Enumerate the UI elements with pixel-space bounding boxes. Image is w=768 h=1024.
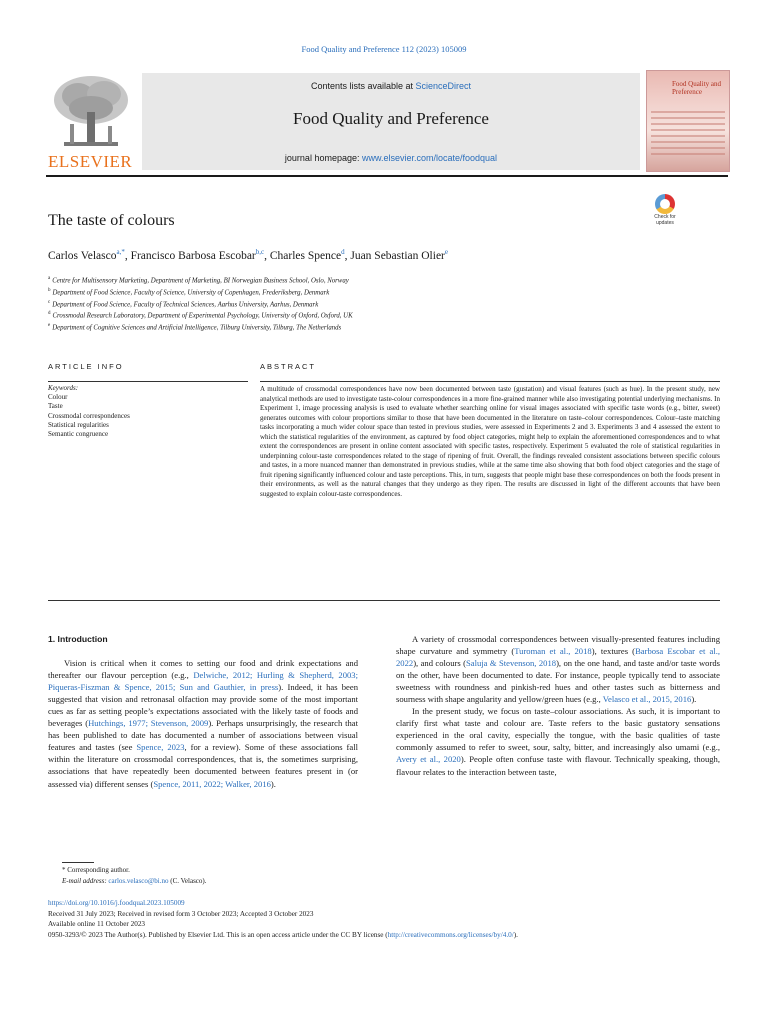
citation-link[interactable]: Spence, 2011, 2022; Walker, 2016 <box>153 778 271 789</box>
affiliation-item <box>48 309 353 321</box>
keyword: Semantic congruence <box>48 430 109 439</box>
citation-link[interactable]: Barbosa Escobar et al., 2022 <box>396 646 721 669</box>
author-affiliation-marker[interactable]: e <box>444 248 448 256</box>
citation-link[interactable]: Hutchings, 1977; Stevenson, 2009 <box>88 718 209 729</box>
article-info-divider <box>48 381 248 382</box>
banner-divider <box>46 175 728 177</box>
citation-link[interactable]: Saluja & Stevenson, 2018 <box>466 658 557 669</box>
paragraph-text: ). People often confuse taste with flavour. Technically speaking, though, flavour relates to the interaction between taste, <box>396 754 721 777</box>
elsevier-tree-icon <box>50 74 132 150</box>
article-metadata <box>48 898 728 940</box>
citation-link[interactable]: Avery et al., 2020 <box>396 754 461 765</box>
publisher-name: ELSEVIER <box>48 152 133 171</box>
paragraph-text: Vision is critical when it comes to setting our food and drink expectations and thereafter our flavour perception (e.g., <box>48 658 358 681</box>
affiliation-marker: d <box>48 311 51 317</box>
affiliations <box>48 274 353 333</box>
intro-paragraph-1 <box>48 657 358 790</box>
abstract-bottom-divider <box>48 600 720 601</box>
affiliation-text: Centre for Multisensory Marketing, Department of Marketing, BI Norwegian Business School, Oslo, Norway <box>52 277 349 285</box>
journal-header-box <box>142 73 640 170</box>
license-line <box>48 930 728 941</box>
author-affiliation-marker[interactable]: d <box>341 248 345 256</box>
citation-link[interactable]: Spence, 2023 <box>136 742 185 753</box>
intro-paragraph-2 <box>396 633 720 705</box>
keyword: Taste <box>48 402 63 411</box>
paragraph-text: A variety of crossmodal correspondences between visually-presented features including shape curvature and symmetry ( <box>396 634 720 657</box>
article-info-heading: ARTICLE INFO <box>48 362 124 371</box>
affiliation-text: Department of Food Science, Faculty of Science, University of Copenhagen, Frederiksberg, Denmark <box>52 289 330 297</box>
citation-link[interactable]: Turoman et al., 2018 <box>514 646 592 657</box>
paragraph-text: ), and colours ( <box>413 658 466 669</box>
intro-paragraph-3 <box>396 705 720 777</box>
author-affiliation-marker[interactable]: b,c <box>255 248 265 256</box>
affiliation-item <box>48 286 353 298</box>
license-text: 0950-3293/© 2023 The Author(s). Published by Elsevier Ltd. This is an open access article under the CC BY license ( <box>48 930 388 939</box>
keyword: Crossmodal correspondences <box>48 411 130 420</box>
journal-citation[interactable]: Food Quality and Preference 112 (2023) 105009 <box>301 44 467 54</box>
affiliation-item <box>48 274 353 286</box>
license-link[interactable]: http://creativecommons.org/licenses/by/4.0/ <box>387 930 514 939</box>
email-label: E-mail address: <box>62 877 107 885</box>
journal-banner <box>46 70 728 170</box>
author-list: Carlos Velasco$^{a,*}$, Francisco Barbosa Escobar$^{b,c}$, Charles Spence$^d$, Juan Sebastian Olier$^e$ <box>48 248 448 262</box>
corresponding-author-label: Corresponding author. <box>67 866 130 874</box>
abstract-heading: ABSTRACT <box>260 362 317 371</box>
email-suffix: (C. Velasco). <box>168 877 207 885</box>
homepage-prefix: journal homepage: <box>284 153 362 163</box>
paragraph-text: ), textures ( <box>591 646 636 657</box>
affiliation-item <box>48 321 353 333</box>
keywords-label: Keywords: <box>48 384 79 392</box>
affiliation-text: Department of Cognitive Sciences and Artificial Intelligence, Tilburg University, Tilburg, The Netherlands <box>52 324 342 332</box>
affiliation-marker: e <box>48 323 51 329</box>
affiliation-marker: c <box>48 299 51 305</box>
journal-title: Food Quality and Preference <box>293 109 489 128</box>
corresponding-author-note <box>62 866 130 875</box>
paragraph-text: ). Perhaps unsurprisingly, the research that has been published to date has documented a number of associations between visual features and tastes (see <box>48 718 358 753</box>
paragraph-text: In the present study, we focus on taste–colour associations. As such, it is important to clarify first what taste and colour are. Taste refers to the basic gustatory sensations experienced in the oral cavity, especially the tongue, with the basic qualities of taste commonly assumed to refer to sweet, sour, salty, bitter, and increasingly also umami (e.g., <box>396 706 720 753</box>
keywords-list <box>48 384 248 439</box>
paragraph-text: ). <box>270 778 276 789</box>
author-name[interactable]: Juan Sebastian Olier <box>350 249 445 262</box>
author-email-link[interactable]: carlos.velasco@bi.no <box>108 877 169 885</box>
body-column-left <box>48 633 358 790</box>
abstract-text: A multitude of crossmodal correspondences have now been documented between taste (gustation) and visual features (such as hue). In the present study, new analytical methods are used to investigate taste-colour correspondences in a more fine-grained manner while also investigating potential underlying mechanisms. In Experiment 1, image processing analysis is used to evaluate whether searching online for visual images associated with specific taste words (e.g., bitter, sweet) generates outcomes with colour proportions similar to those that have been documented in the literature on taste–colour correspondences. Colour–taste matching tasks incorporating a much wider colour space than tested in previous studies, were assessed in Experiments 2 and 3. Experiments 3 and 4 assessed the extent to which the statistical regularities of the environment, as captured by food object categories, might help to explain the aforementioned correspondences and to what extent the correspondences are present in online content associated with specific tastes, respectively. Experiment 5 evaluated the role of statistical regularities in underpinning colour-taste correspondences related to the stage of ripening of fruit. Overall, the findings revealed consistent associations between specific colours and tastes, in a more nuanced manner than demonstrated in previous studies, while at the same time also showing that both food object categories and the stage of fruit ripening significantly influenced colour and taste perceptions. This, in turn, suggests that people might base these correspondences on both the foods present in their environments, as well as the natural changes that they undergo as they ripen. The results are discussed in light of the different accounts that have been suggested to explain colour-taste correspondences. <box>260 385 720 498</box>
affiliation-text: Crossmodal Research Laboratory, Department of Experimental Psychology, University of Oxford, Oxford, UK <box>52 312 353 320</box>
paragraph-text: , for a review). Some of these associations fall within the literature on crossmodal correspondences, that is, the sometimes surprising, associations that have repeatedly been documented between features present in (or assessed via) different senses ( <box>48 742 359 789</box>
paragraph-text: ), on the one hand, and taste and/or taste words on the other, have been documented to date. For instance, people typically tend to associate sweetness with roundness and pinkish-red hues and other tastes such as bitterness and sourness with shape angularity and yellow/green hues (e.g., <box>396 658 720 705</box>
paragraph-text: ). <box>691 694 697 705</box>
license-suffix: ). <box>513 930 518 939</box>
journal-cover-thumbnail[interactable] <box>646 70 730 172</box>
keyword: Statistical regularities <box>48 420 109 429</box>
paper-title: The taste of colours <box>48 212 175 229</box>
contents-prefix: Contents lists available at <box>310 81 416 91</box>
citation-link[interactable]: Velasco et al., 2015, 2016 <box>602 694 692 705</box>
affiliation-marker: a <box>48 276 51 281</box>
body-column-right <box>396 633 720 778</box>
abstract-divider <box>260 381 720 382</box>
author-name[interactable]: Francisco Barbosa Escobar <box>130 249 256 262</box>
footnote-marker: * <box>62 866 66 874</box>
footnote-divider <box>62 862 94 863</box>
cover-decoration <box>651 111 725 159</box>
cover-title: Food Quality and Preference <box>672 80 721 96</box>
email-note <box>62 877 207 886</box>
paragraph-text: ). Indeed, it has been suggested that vision and retronasal olfaction may provide some of the most important cues as far as setting people’s expectations associated with the likely taste of foods and beverages ( <box>48 682 358 729</box>
available-online-date: Available online 11 October 2023 <box>48 920 146 928</box>
check-updates-label: Check for updates <box>654 214 676 226</box>
affiliation-marker: b <box>48 287 51 293</box>
sciencedirect-link[interactable]: ScienceDirect <box>415 81 472 91</box>
author-name[interactable]: Charles Spence <box>269 249 342 262</box>
received-dates: Received 31 July 2023; Received in revised form 3 October 2023; Accepted 3 October 2023 <box>48 909 314 918</box>
author-name[interactable]: Carlos Velasco <box>48 249 117 262</box>
check-for-updates-button[interactable] <box>649 194 681 230</box>
author-affiliation-marker[interactable]: a,* <box>116 248 125 256</box>
citation-link[interactable]: Delwiche, 2012; Hurling & Shepherd, 2003; Piqueras-Fiszman & Spence, 2015; Sun and Gauthier, in press <box>48 670 358 693</box>
elsevier-logo[interactable] <box>46 74 136 170</box>
journal-homepage-link[interactable]: www.elsevier.com/locate/foodqual <box>361 153 498 163</box>
section-heading-introduction: 1. Introduction <box>48 634 108 644</box>
contents-line <box>142 81 640 91</box>
affiliation-text: Department of Food Science, Faculty of Technical Sciences, Aarhus University, Aarhus, Denmark <box>52 300 319 308</box>
homepage-line <box>142 153 640 163</box>
affiliation-item <box>48 298 353 310</box>
check-updates-icon <box>655 194 675 214</box>
keyword: Colour <box>48 393 68 402</box>
doi-link[interactable]: https://doi.org/10.1016/j.foodqual.2023.105009 <box>48 899 185 907</box>
